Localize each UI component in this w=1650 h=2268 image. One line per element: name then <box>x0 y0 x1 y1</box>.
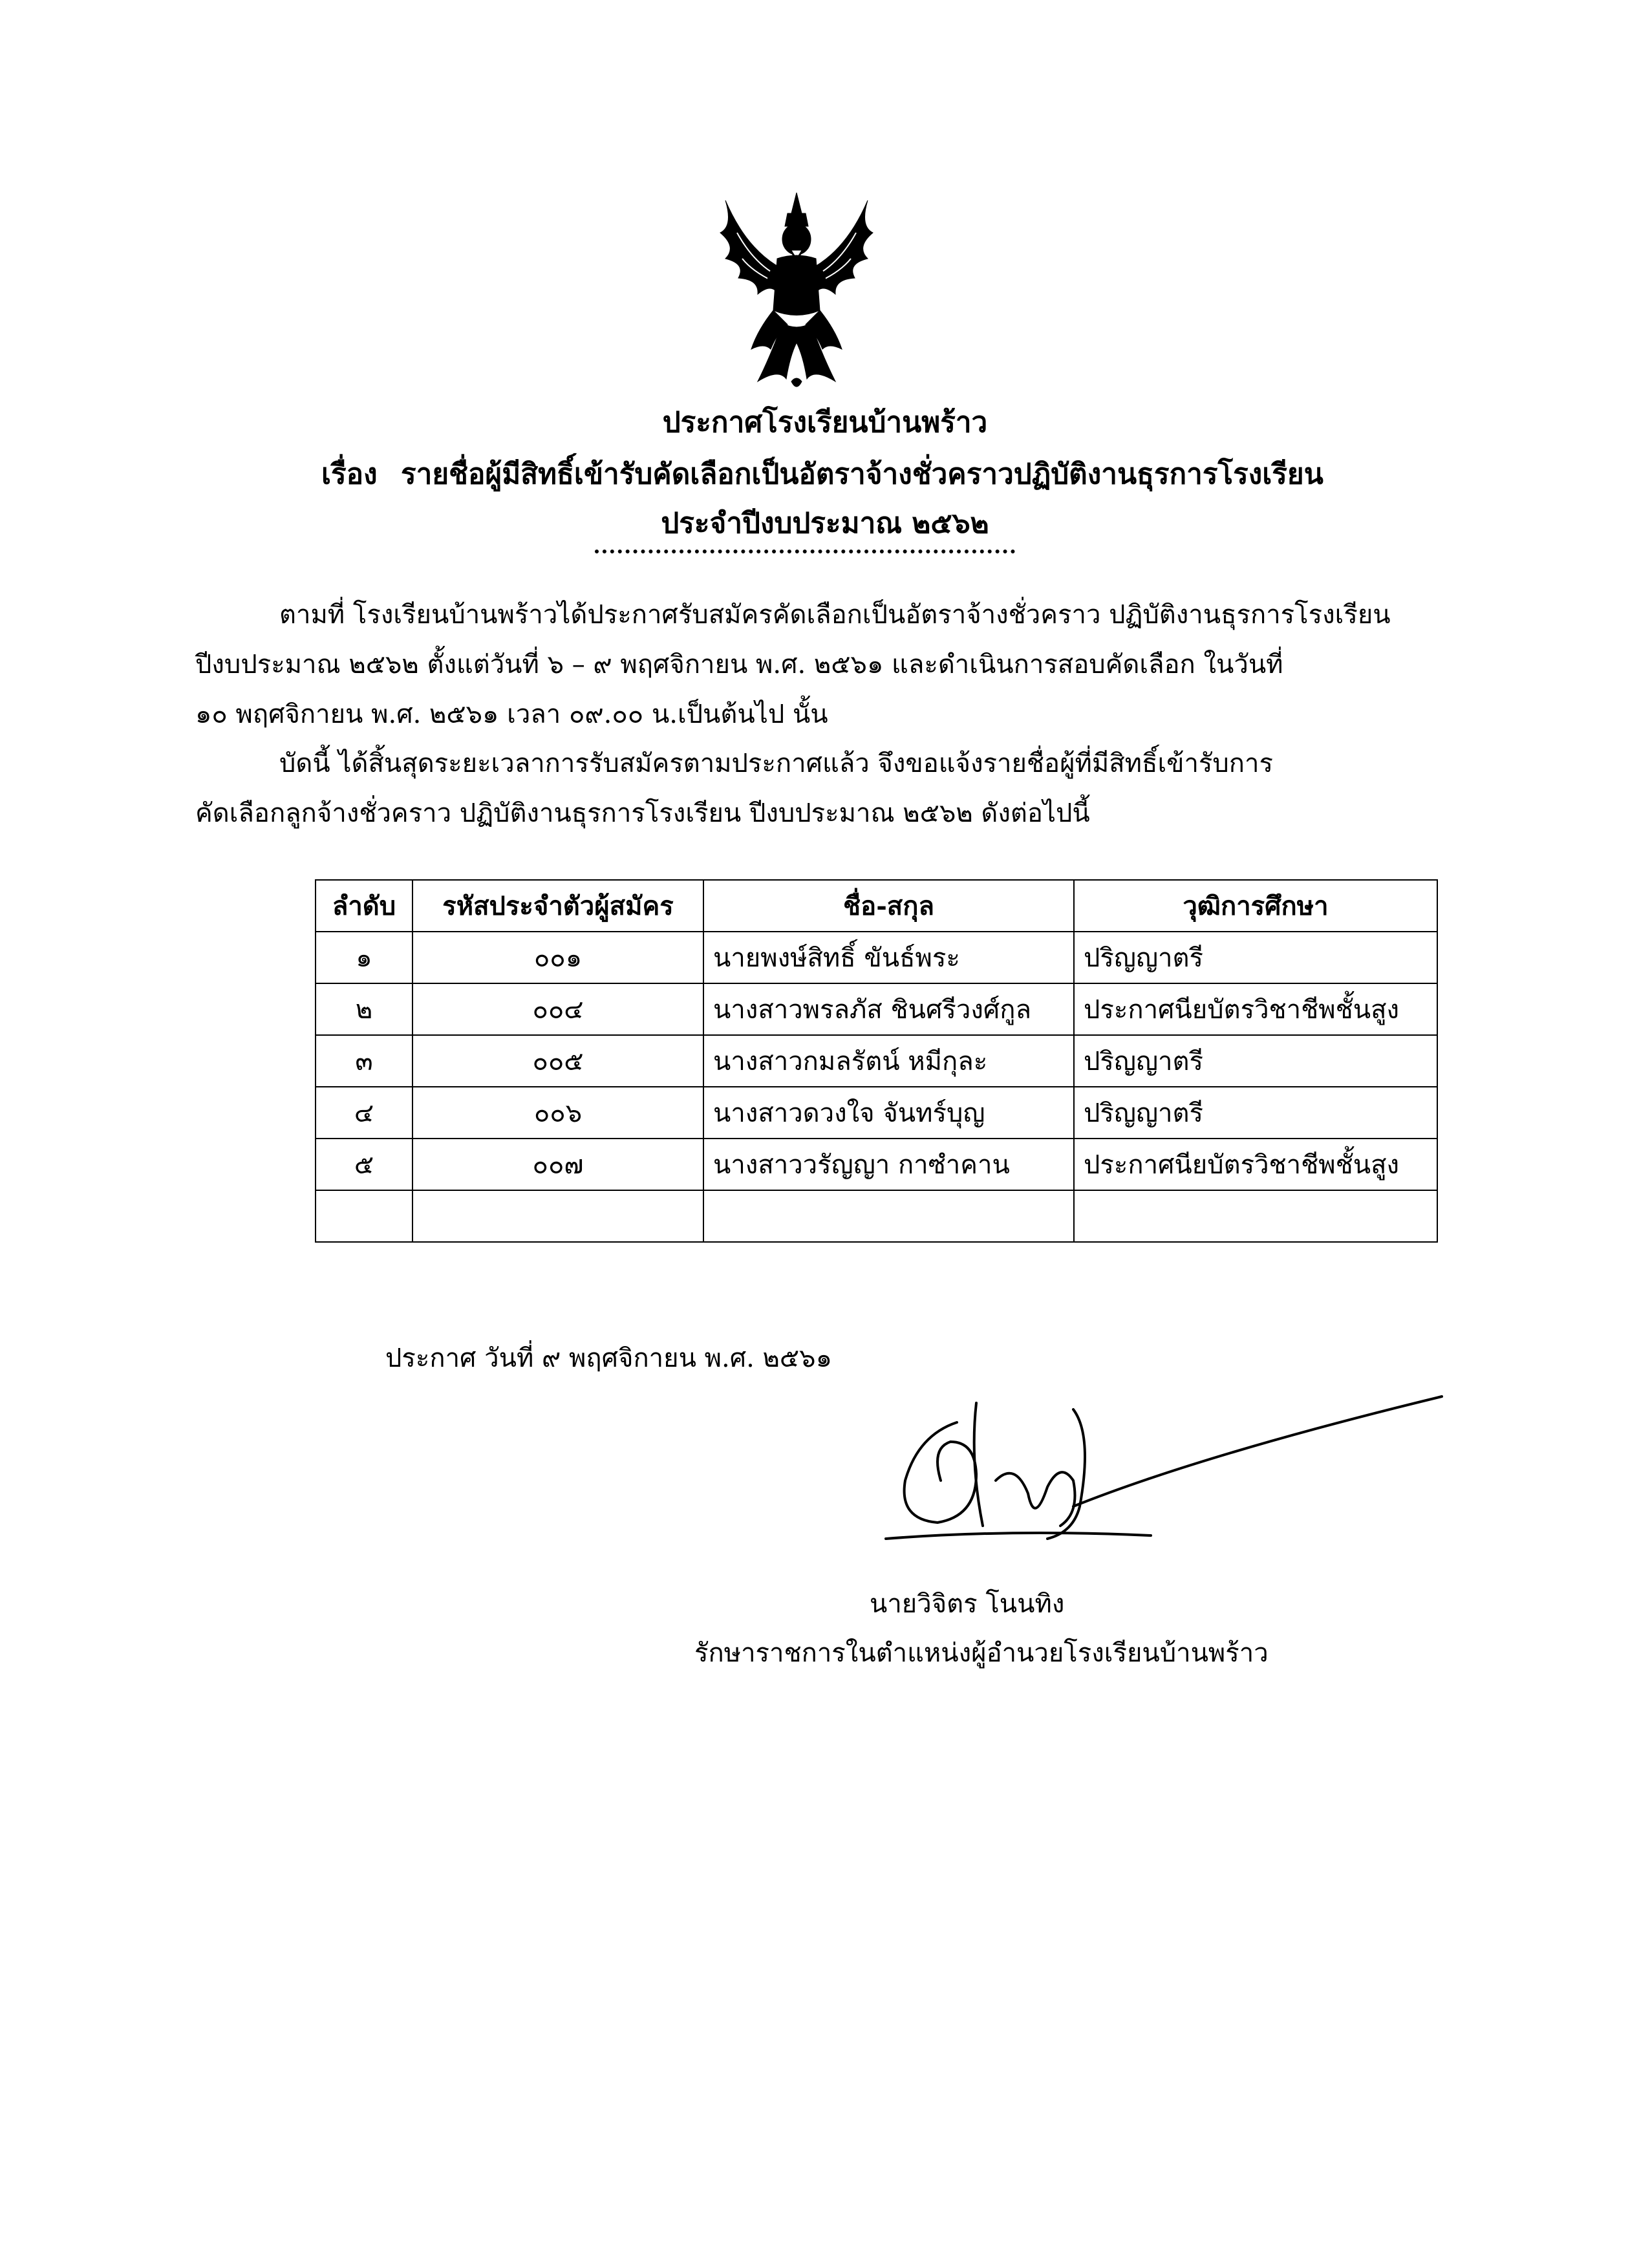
table-header-row <box>316 880 1437 932</box>
announcement-date: ประกาศ วันที่ ๙ พฤศจิกายน พ.ศ. ๒๕๖๑ <box>385 1343 832 1373</box>
cell-order: ๔ <box>316 1087 412 1139</box>
cell-applicant-id: ๐๐๔ <box>412 983 703 1035</box>
cell-applicant-id: ๐๐๕ <box>412 1035 703 1087</box>
cell-qualification: ปริญญาตรี <box>1074 1035 1437 1087</box>
announcement-title: ประกาศโรงเรียนบ้านพร้าว <box>662 406 988 439</box>
paragraph-1-line-2: ปีงบประมาณ ๒๕๖๒ ตั้งแต่วันที่ ๖ – ๙ พฤศจิกายน พ.ศ. ๒๕๖๑ และดำเนินการสอบคัดเลือก ในวันที่ <box>195 650 1283 679</box>
fiscal-year-heading: ประจำปีงบประมาณ ๒๕๖๒ <box>661 507 989 540</box>
cell-applicant-id: ๐๐๑ <box>412 932 703 983</box>
table-row <box>316 1139 1437 1190</box>
table-row-empty <box>316 1190 1437 1242</box>
signer-name: นายวิจิตร โนนทิง <box>870 1589 1065 1619</box>
subject-text: รายชื่อผู้มีสิทธิ์เข้ารับคัดเลือกเป็นอัตราจ้างชั่วคราวปฏิบัติงานธุรการโรงเรียน <box>401 458 1323 491</box>
header-qualification: วุฒิการศึกษา <box>1074 880 1437 932</box>
header-full-name: ชื่อ-สกุล <box>703 880 1074 932</box>
cell-full-name: นางสาวกมลรัตน์ หมีกุละ <box>703 1035 1074 1087</box>
dotted-divider <box>595 550 1015 553</box>
cell-applicant-id: ๐๐๖ <box>412 1087 703 1139</box>
cell-applicant-id <box>412 1190 703 1242</box>
paragraph-1-line-3: ๑๐ พฤศจิกายน พ.ศ. ๒๕๖๑ เวลา ๐๙.๐๐ น.เป็นต้นไป นั้น <box>195 700 828 729</box>
subject-label: เรื่อง <box>321 458 378 491</box>
paragraph-2-line-2: คัดเลือกลูกจ้างชั่วคราว ปฏิบัติงานธุรการโรงเรียน ปีงบประมาณ ๒๕๖๒ ดังต่อไปนี้ <box>195 798 1090 828</box>
cell-full-name: นางสาวพรลภัส ชินศรีวงศ์กูล <box>703 983 1074 1035</box>
table-row <box>316 983 1437 1035</box>
candidate-table <box>315 879 1438 1243</box>
garuda-emblem-icon <box>706 187 887 394</box>
cell-full-name: นางสาววรัญญา กาซำคาน <box>703 1139 1074 1190</box>
cell-order: ๒ <box>316 983 412 1035</box>
cell-qualification: ประกาศนียบัตรวิชาชีพชั้นสูง <box>1074 983 1437 1035</box>
cell-qualification: ปริญญาตรี <box>1074 932 1437 983</box>
table-row <box>316 932 1437 983</box>
cell-qualification: ปริญญาตรี <box>1074 1087 1437 1139</box>
paragraph-1-line-1: ตามที่ โรงเรียนบ้านพร้าวได้ประกาศรับสมัครคัดเลือกเป็นอัตราจ้างชั่วคราว ปฏิบัติงานธุรการโรงเรียน <box>279 600 1391 630</box>
cell-order: ๑ <box>316 932 412 983</box>
cell-order: ๓ <box>316 1035 412 1087</box>
cell-full-name: นางสาวดวงใจ จันทร์บุญ <box>703 1087 1074 1139</box>
paragraph-2-line-1: บัดนี้ ได้สิ้นสุดระยะเวลาการรับสมัครตามประกาศแล้ว จึงขอแจ้งรายชื่อผู้ที่มีสิทธิ์เข้ารับการ <box>279 749 1273 778</box>
signature-icon <box>879 1384 1448 1565</box>
signer-position: รักษาราชการในตำแหน่งผู้อำนวยโรงเรียนบ้านพร้าว <box>694 1638 1269 1668</box>
header-order: ลำดับ <box>316 880 412 932</box>
table-row <box>316 1087 1437 1139</box>
cell-full-name <box>703 1190 1074 1242</box>
cell-full-name: นายพงษ์สิทธิ์ ขันธ์พระ <box>703 932 1074 983</box>
header-applicant-id: รหัสประจำตัวผู้สมัคร <box>412 880 703 932</box>
cell-qualification: ประกาศนียบัตรวิชาชีพชั้นสูง <box>1074 1139 1437 1190</box>
table-row <box>316 1035 1437 1087</box>
cell-order: ๕ <box>316 1139 412 1190</box>
cell-qualification <box>1074 1190 1437 1242</box>
cell-order <box>316 1190 412 1242</box>
cell-applicant-id: ๐๐๗ <box>412 1139 703 1190</box>
